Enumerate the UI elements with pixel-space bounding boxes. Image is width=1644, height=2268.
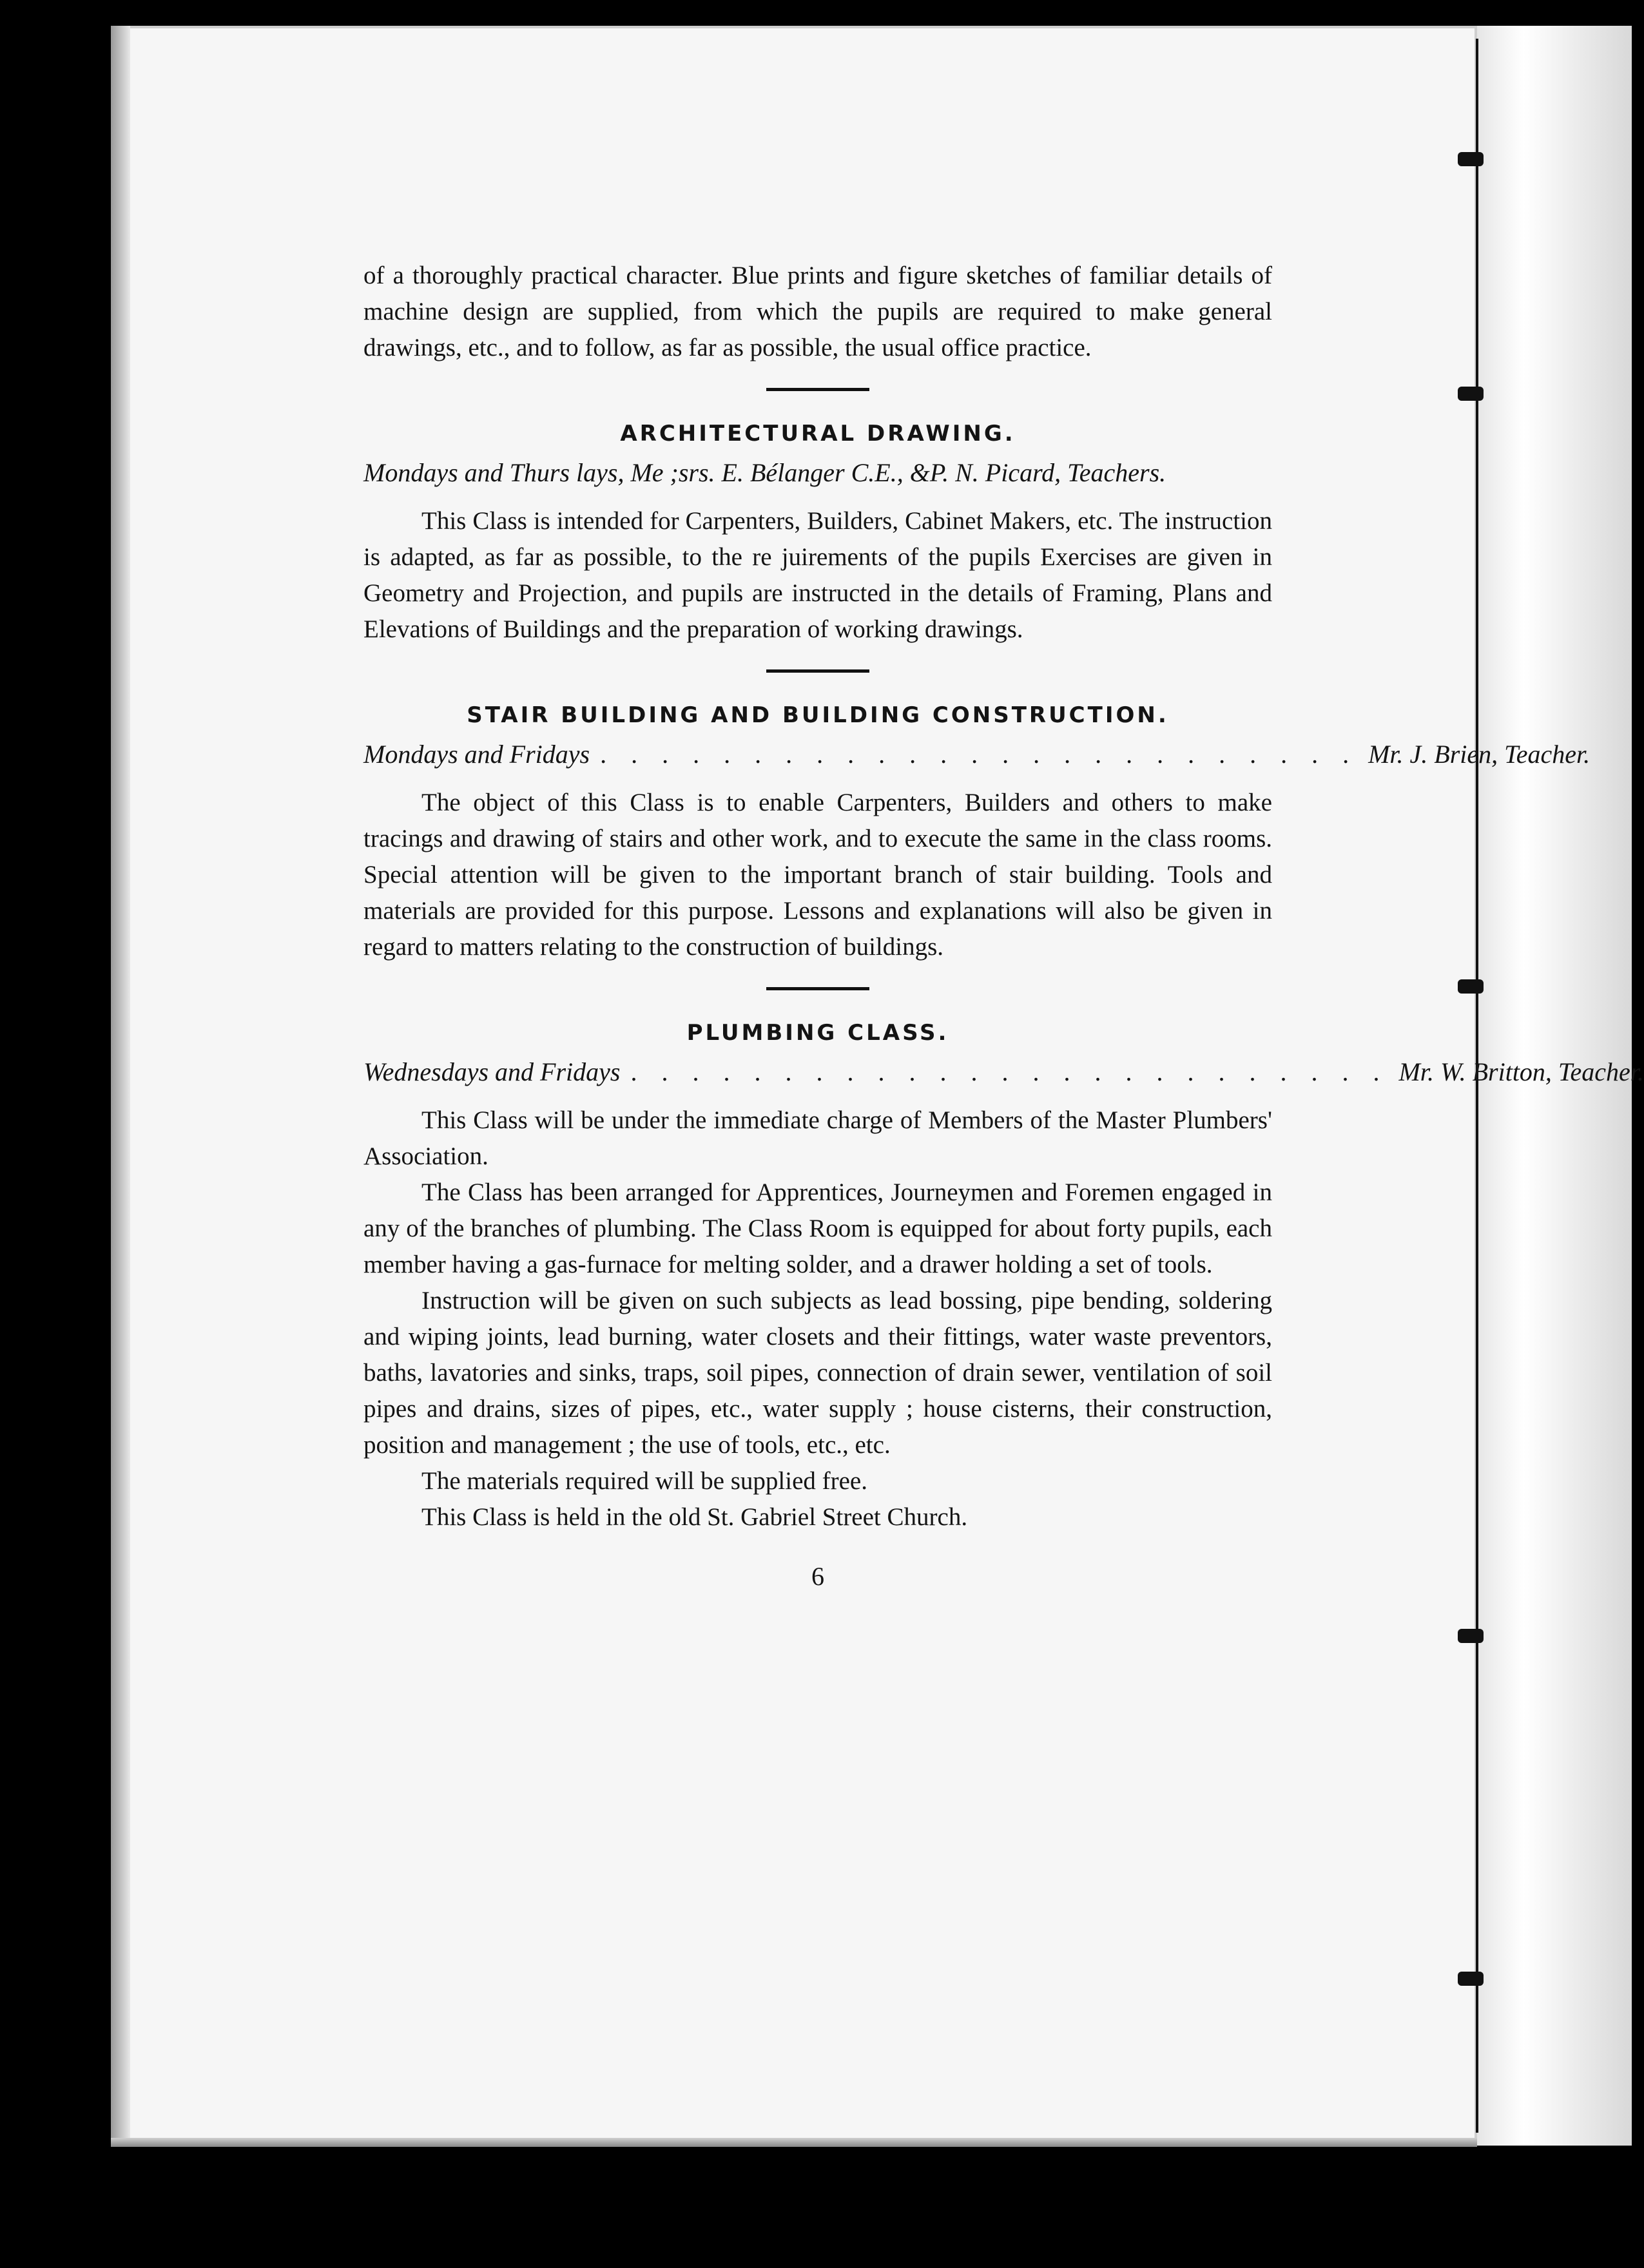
plumbing-schedule-teacher: Mr. W. Britton, Teacher. bbox=[1398, 1057, 1644, 1086]
plumbing-paragraph: The Class has been arranged for Apprentices, Journeymen and Foremen engaged in any of the branches of plumbing. The Class Room is equipped for about forty pupils, each member having a gas-furnace for melting solder, and a drawer holding a set of tools. bbox=[363, 1178, 1272, 1278]
intro-paragraph: of a thoroughly practical character. Blue prints and figure sketches of familiar details of machine design are supplied, from which the pupils are required to make general drawings, etc., and to follow, as far as possible, the usual office practice. bbox=[363, 262, 1272, 361]
section-divider bbox=[766, 669, 869, 673]
architectural-schedule-text: Mondays and Thurs lays, Me ;srs. E. Bélanger C.E., &P. N. Picard, Teachers. bbox=[363, 458, 1166, 487]
stair-schedule bbox=[363, 736, 1591, 773]
section-divider bbox=[766, 987, 869, 990]
plumbing-paragraph: This Class will be under the immediate charge of Members of the Master Plumbers' Association. bbox=[363, 1106, 1272, 1170]
plumbing-schedule bbox=[363, 1053, 1644, 1091]
stair-schedule-teacher: Mr. J. Brien, Teacher. bbox=[1368, 740, 1591, 769]
binding-mark bbox=[1458, 152, 1484, 166]
leader-dots: . . . . . . . . . . . . . . . . . . . . . . . . . bbox=[600, 740, 1359, 769]
stair-building-heading: STAIR BUILDING AND BUILDING CONSTRUCTION. bbox=[467, 702, 1169, 728]
plumbing-paragraph: This Class is held in the old St. Gabriel Street Church. bbox=[421, 1503, 968, 1531]
stair-schedule-days: Mondays and Fridays bbox=[363, 740, 590, 769]
binding-mark bbox=[1458, 1629, 1484, 1643]
page-content bbox=[363, 258, 1644, 1591]
plumbing-schedule-days: Wednesdays and Fridays bbox=[363, 1057, 621, 1086]
section-divider bbox=[766, 388, 869, 391]
architectural-schedule bbox=[363, 454, 1272, 492]
leader-dots: . . . . . . . . . . . . . . . . . . . . . . . . . bbox=[630, 1057, 1389, 1086]
page-left-edge bbox=[111, 26, 130, 2146]
binding-mark bbox=[1458, 387, 1484, 401]
plumbing-class-heading: PLUMBING CLASS. bbox=[686, 1020, 949, 1046]
plumbing-paragraph: Instruction will be given on such subjects as lead bossing, pipe bending, soldering and wiping joints, lead burning, water closets and their fittings, water waste preventors, baths, lavatories and sinks, traps, soil pipes, connection of drain sewer, ventilation of soil pipes and drains, sizes of pipes, etc., water supply ; house cisterns, their construction, position and management ; the use of tools, etc., etc. bbox=[363, 1287, 1272, 1459]
architectural-drawing-heading: ARCHITECTURAL DRAWING. bbox=[620, 421, 1016, 447]
plumbing-paragraph: The materials required will be supplied free. bbox=[421, 1467, 867, 1495]
page-bottom-edge bbox=[111, 2138, 1477, 2147]
binding-mark bbox=[1458, 979, 1484, 994]
architectural-paragraph: This Class is intended for Carpenters, Builders, Cabinet Makers, etc. The instruction is adapted, as far as possible, to the re juirements of the pupils Exercises are given in Geometry and Projection, and pupils are instructed in the details of Framing, Plans and Elevations of Buildings and the preparation of working drawings. bbox=[363, 507, 1272, 643]
stair-paragraph: The object of this Class is to enable Carpenters, Builders and others to make tracings and drawing of stairs and other work, and to execute the same in the class rooms. Special attention will be given to the important branch of stair building. Tools and materials are provided for this purpose. Lessons and explanations will also be given in regard to matters relating to the construction of buildings. bbox=[363, 789, 1272, 961]
binding-mark bbox=[1458, 1972, 1484, 1986]
page-number: 6 bbox=[811, 1562, 824, 1591]
